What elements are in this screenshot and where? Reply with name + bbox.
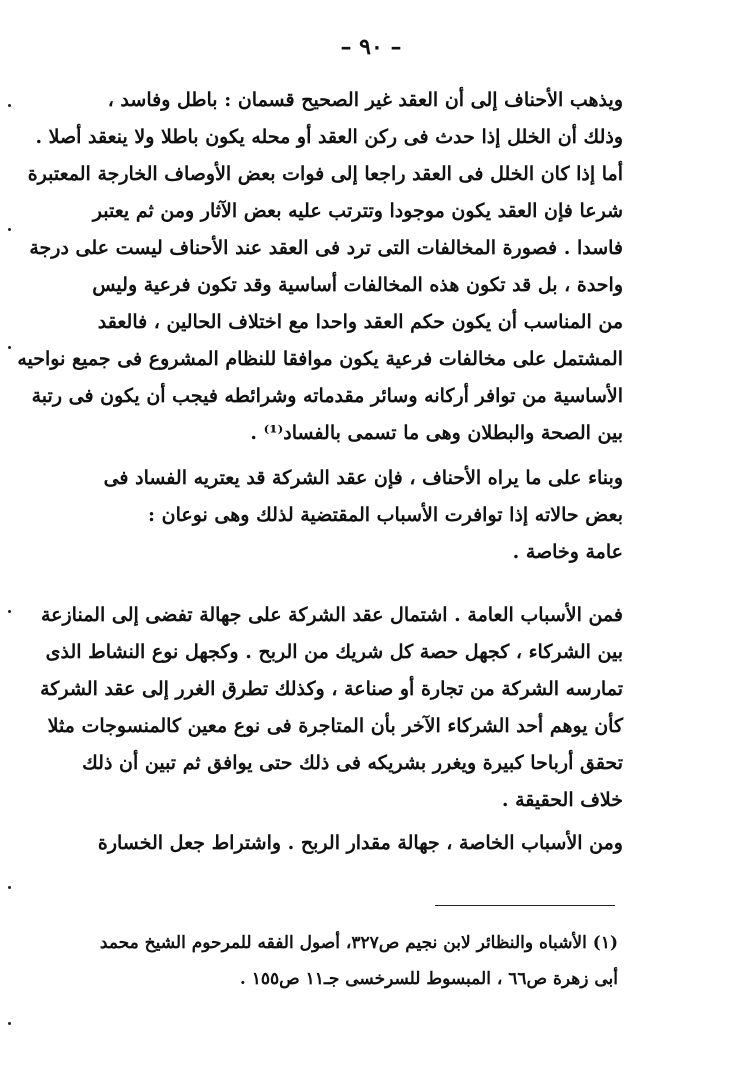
text-line: بين الشركاء ، كجهل حصة كل شريك من الربح . وكجهل نوع النشاط الذى xyxy=(45,641,623,663)
text-line: الأساسية من توافر أركانه وسائر مقدماته وشرائطه فيجب أن يكون فى رتبة xyxy=(31,385,623,407)
text-line: المشتمل على مخالفات فرعية يكون موافقا للنظام المشروع فى جميع نواحيه xyxy=(17,348,623,370)
text-line: ويذهب الأحناف إلى أن العقد غير الصحيح قسمان : باطل وفاسد ، xyxy=(107,89,623,111)
text-line: شرعا فإن العقد يكون موجودا وتترتب عليه بعض الآثار ومن ثم يعتبر xyxy=(92,200,623,222)
scan-speck xyxy=(8,104,11,107)
scan-speck xyxy=(8,228,11,231)
text-line: فاسدا . فصورة المخالفات التى ترد فى العقد عند الأحناف ليست على درجة xyxy=(29,237,623,259)
scan-speck xyxy=(8,886,11,889)
text-line: فمن الأسباب العامة . اشتمال عقد الشركة على جهالة تفضى إلى المنازعة xyxy=(40,604,623,626)
paragraph-3 xyxy=(40,597,623,819)
text-line: واحدة ، بل قد تكون هذه المخالفات أساسية وقد تكون فرعية وليس xyxy=(92,274,623,296)
scan-speck xyxy=(8,1022,11,1025)
text-line: وبناء على ما يراه الأحناف ، فإن عقد الشركة قد يعتريه الفساد فى xyxy=(103,467,623,489)
text-line: من المناسب أن يكون حكم العقد واحدا مع اختلاف الحالين ، فالعقد xyxy=(97,311,623,333)
paragraph-1 xyxy=(17,82,623,452)
text-line: عامة وخاصة . xyxy=(512,541,623,563)
scan-speck xyxy=(8,610,11,613)
footnote-line: أبى زهرة ص٦٦ ، المبسوط للسرخسى جـ١١ ص١٥٥ . xyxy=(239,969,618,989)
text-line: أما إذا كان الخلل فى العقد راجعا إلى فوات بعض الأوصاف الخارجة المعتبرة xyxy=(27,163,623,185)
text-line: بين الصحة والبطلان وهى ما تسمى بالفساد⁽¹⁾ . xyxy=(250,422,623,444)
text-line: خلاف الحقيقة . xyxy=(501,789,623,811)
scan-speck xyxy=(8,346,11,349)
text-line: تمارسه الشركة من تجارة أو صناعة ، وكذلك تطرق الغرر إلى عقد الشركة xyxy=(40,678,623,700)
text-line: وذلك أن الخلل إذا حدث فى ركن العقد أو محله يكون باطلا ولا ينعقد أصلا . xyxy=(35,126,623,148)
footnote-divider xyxy=(435,905,615,906)
text-line: ومن الأسباب الخاصة ، جهالة مقدار الربح . واشتراط جعل الخسارة xyxy=(97,832,623,854)
text-line: تحقق أرباحا كبيرة ويغرر بشريكه فى ذلك حتى يوافق ثم تبين أن ذلك xyxy=(82,752,623,774)
paragraph-2 xyxy=(93,460,623,571)
paragraph-4 xyxy=(93,825,623,862)
footnote-line: (١) الأشباه والنظائر لابن نجيم ص٣٢٧، أصول الفقه للمرحوم الشيخ محمد xyxy=(99,933,618,953)
text-line: كأن يوهم أحد الشركاء الآخر بأن المتاجرة فى نوع معين كالمنسوجات مثلا xyxy=(47,715,623,737)
text-line: بعض حالاته إذا توافرت الأسباب المقتضية لذلك وهى نوعان : xyxy=(148,504,623,526)
page-number: – ٩٠ – xyxy=(340,34,402,60)
footnote xyxy=(98,925,618,997)
